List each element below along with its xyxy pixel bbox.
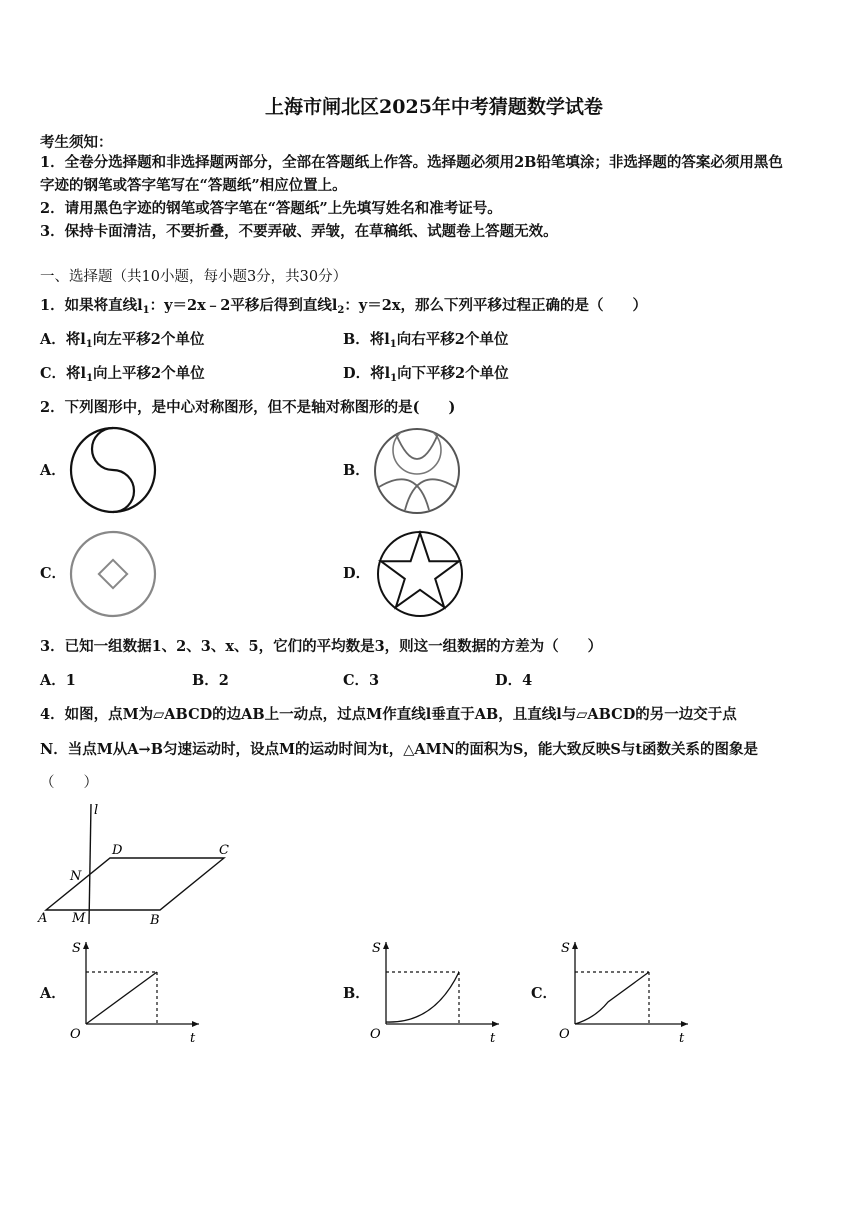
q2-label-b: B． bbox=[343, 462, 370, 479]
label-d: D bbox=[112, 843, 123, 858]
question-1-stem: 1．如果将直线$l_1$：y＝2x﹣2平移后得到直线$l_2$：y＝2x，那么下列平移过程正确的是（ ） bbox=[40, 297, 647, 316]
three-arcs-figure bbox=[369, 424, 465, 518]
q3-option-a: A．1 bbox=[40, 672, 76, 689]
question-2-stem: 2．下列图形中，是中心对称图形，但不是轴对称图形的是( ) bbox=[40, 399, 456, 416]
q4-option-b-label: B． bbox=[343, 985, 370, 1002]
axis-s: S bbox=[72, 941, 81, 956]
taiji-figure bbox=[66, 424, 160, 516]
q1-option-a: A．将$l_1$向左平移2个单位 bbox=[40, 331, 205, 350]
label-c: C bbox=[219, 843, 229, 858]
q1-option-c: C．将$l_1$向上平移2个单位 bbox=[40, 365, 205, 384]
q2-label-d: D． bbox=[343, 565, 371, 582]
notice-heading: 考生须知： bbox=[40, 134, 113, 151]
q3-option-c: C．3 bbox=[343, 672, 380, 689]
parallelogram-figure bbox=[36, 800, 246, 930]
axis-t: t bbox=[190, 1031, 196, 1046]
q4-option-c-label: C． bbox=[531, 985, 558, 1002]
q1-option-d: D．将$l_1$向下平移2个单位 bbox=[343, 365, 509, 384]
page-title: 上海市闸北区2025年中考猜题数学试卷 bbox=[265, 96, 603, 118]
question-3-stem: 3．已知一组数据1、2、3、x、5，它们的平均数是3，则这一组数据的方差为（ ） bbox=[40, 638, 603, 655]
graph-c-piecewise bbox=[553, 938, 693, 1046]
axis-origin: O bbox=[559, 1027, 570, 1042]
graph-b-parabola bbox=[364, 938, 504, 1046]
q2-label-c: C． bbox=[40, 565, 67, 582]
label-a: A bbox=[38, 911, 48, 926]
graph-a-linear bbox=[64, 938, 204, 1046]
axis-s: S bbox=[372, 941, 381, 956]
axis-origin: O bbox=[370, 1027, 381, 1042]
axis-s: S bbox=[561, 941, 570, 956]
question-4-line-3: （ ） bbox=[40, 775, 98, 791]
label-n: N bbox=[70, 869, 82, 884]
axis-origin: O bbox=[70, 1027, 81, 1042]
section-heading: 一、选择题（共10小题，每小题3分，共30分） bbox=[40, 269, 348, 285]
question-4-line-2: N．当点M从A→B匀速运动时，设点M的运动时间为t，△AMN的面积为S，能大致反映S与t函数关系的图象是 bbox=[40, 741, 759, 758]
notice-item-2: 2．请用黑色字迹的钢笔或答字笔在“答题纸”上先填写姓名和准考证号。 bbox=[40, 200, 502, 217]
question-4-line-1: 4．如图，点M为▱ABCD的边AB上一动点，过点M作直线l垂直于AB，且直线l与▱ABCD的另一边交于点 bbox=[40, 706, 737, 723]
notice-item-1: 1．全卷分选择题和非选择题两部分，全部在答题纸上作答。选择题必须用2B铅笔填涂；非选择题的答案必须用黑色 bbox=[40, 154, 783, 171]
notice-item-3: 3．保持卡面清洁，不要折叠，不要弄破、弄皱，在草稿纸、试题卷上答题无效。 bbox=[40, 223, 558, 240]
star-in-circle-figure bbox=[374, 528, 466, 620]
q1-option-b: B．将$l_1$向右平移2个单位 bbox=[343, 331, 509, 350]
q2-label-a: A． bbox=[40, 462, 66, 479]
axis-t: t bbox=[679, 1031, 685, 1046]
coin-figure bbox=[66, 528, 160, 620]
notice-item-1-cont: 字迹的钢笔或答字笔写在“答题纸”相应位置上。 bbox=[40, 177, 347, 194]
label-l: l bbox=[94, 803, 99, 818]
q3-option-d: D．4 bbox=[495, 672, 533, 689]
label-b: B bbox=[150, 913, 160, 928]
axis-t: t bbox=[490, 1031, 496, 1046]
q4-option-a-label: A． bbox=[40, 985, 66, 1002]
label-m: M bbox=[72, 911, 86, 926]
q3-option-b: B．2 bbox=[192, 672, 229, 689]
